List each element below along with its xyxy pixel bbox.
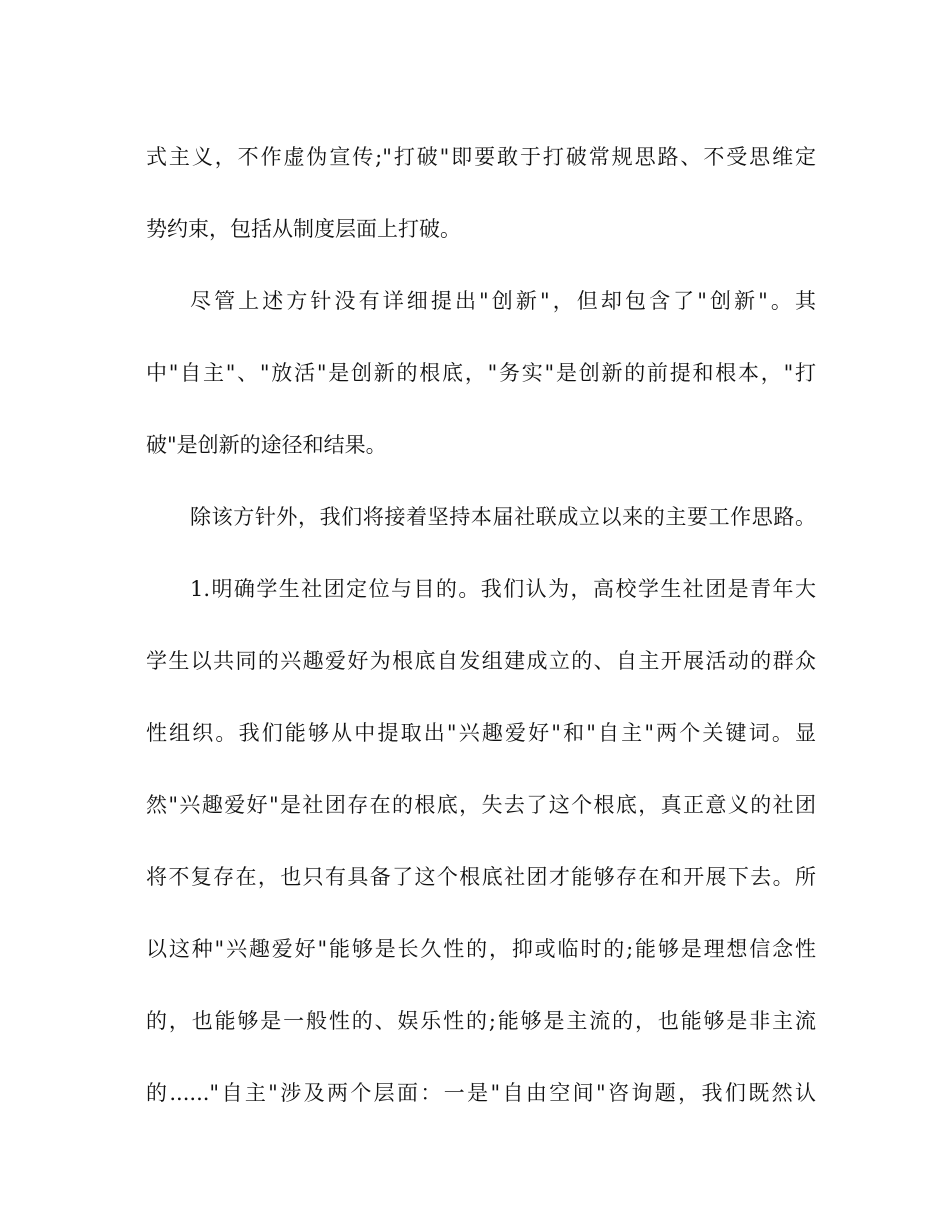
text-line-7: 1.明确学生社团定位与目的。我们认为，高校学生社团是青年大 [190, 577, 816, 601]
text-line-3: 尽管上述方针没有详细提出"创新"，但却包含了"创新"。其 [190, 289, 816, 313]
text-line-14: 的......"自主"涉及两个层面：一是"自由空间"咨询题，我们既然认 [146, 1081, 816, 1105]
text-line-1: 式主义，不作虚伪宣传;"打破"即要敢于打破常规思路、不受思维定 [146, 145, 816, 169]
text-line-5: 破"是创新的途径和结果。 [146, 433, 387, 457]
text-line-2: 势约束，包括从制度层面上打破。 [146, 217, 461, 241]
text-line-6: 除该方针外，我们将接着坚持本届社联成立以来的主要工作思路。 [190, 505, 816, 529]
text-line-10: 然"兴趣爱好"是社团存在的根底，失去了这个根底，真正意义的社团 [146, 793, 816, 817]
text-line-11: 将不复存在，也只有具备了这个根底社团才能够存在和开展下去。所 [146, 865, 816, 889]
text-line-4: 中"自主"、"放活"是创新的根底，"务实"是创新的前提和根本，"打 [146, 361, 816, 385]
text-line-12: 以这种"兴趣爱好"能够是长久性的，抑或临时的;能够是理想信念性 [146, 937, 816, 961]
text-line-8: 学生以共同的兴趣爱好为根底自发组建成立的、自主开展活动的群众 [146, 649, 816, 673]
text-line-13: 的，也能够是一般性的、娱乐性的;能够是主流的，也能够是非主流 [146, 1009, 816, 1033]
text-line-9: 性组织。我们能够从中提取出"兴趣爱好"和"自主"两个关键词。显 [146, 721, 816, 745]
